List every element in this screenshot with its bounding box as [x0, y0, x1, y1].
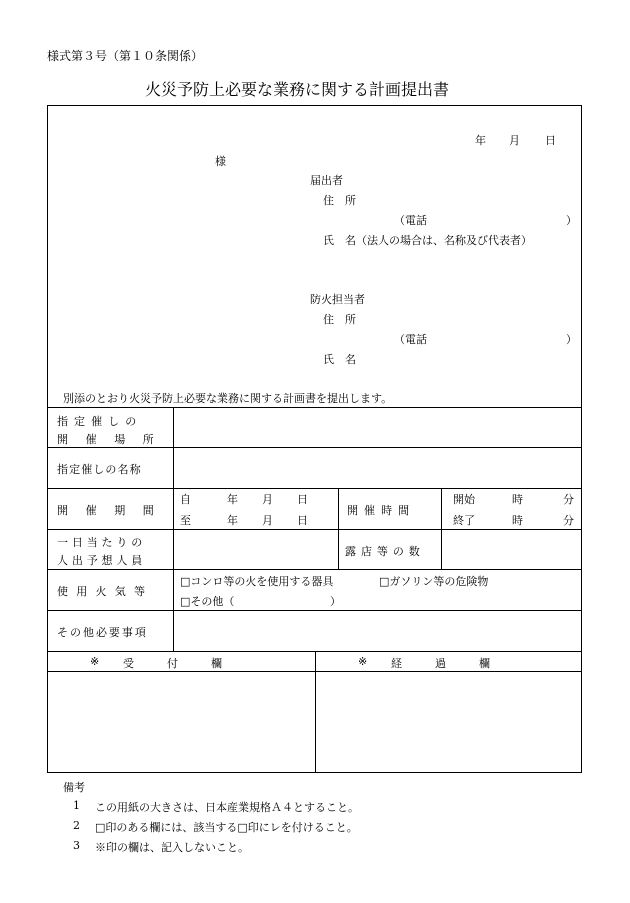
bottom-column-divider	[315, 651, 316, 773]
addressee-honorific: 様	[215, 155, 226, 168]
time-end-label: 終了	[453, 514, 475, 527]
form-title: 火災予防上必要な業務に関する計画提出書	[145, 80, 450, 99]
period-from-day: 日	[297, 493, 308, 506]
applicant-phone-label: （電話	[394, 214, 427, 227]
column-divider	[338, 488, 339, 569]
note-number: 3	[73, 839, 80, 852]
period-to-label: 至	[180, 514, 191, 527]
note-number: 1	[73, 799, 80, 812]
event-name-label: 指定催しの名称	[57, 463, 142, 476]
row-divider	[47, 569, 582, 570]
row-divider	[47, 488, 582, 489]
fire-option-stove[interactable]: □コンロ等の火を使用する器具	[180, 575, 334, 588]
fire-option-other[interactable]: □その他（	[180, 595, 235, 608]
notes-heading: 備考	[63, 781, 85, 794]
note-number: 2	[73, 819, 80, 832]
period-to-month: 月	[262, 514, 273, 527]
note-text: □印のある欄には、該当する□印にレを付けること。	[95, 821, 358, 834]
date-day-label: 日	[545, 134, 556, 147]
row-divider	[47, 447, 582, 448]
period-from-year: 年	[227, 493, 238, 506]
period-label: 開催期間	[57, 504, 172, 517]
note-text: この用紙の大きさは、日本産業規格Ａ４とすること。	[95, 801, 359, 814]
date-year-label: 年	[475, 134, 486, 147]
time-end-minute: 分	[563, 514, 574, 527]
time-label: 開催時間	[347, 504, 416, 517]
fire-use-label: 使用火気等	[57, 585, 154, 598]
fire-manager-name-label: 氏 名	[323, 353, 356, 366]
row-divider	[47, 529, 582, 530]
other-label: その他必要事項	[57, 626, 148, 639]
column-divider	[441, 488, 442, 569]
applicant-name-label: 氏 名（法人の場合は、名称及び代表者）	[323, 234, 532, 247]
stalls-label: 露店等の数	[345, 545, 425, 558]
fire-option-gasoline[interactable]: □ガソリン等の危険物	[379, 575, 489, 588]
attendance-label-line1: 一日当たりの	[57, 536, 147, 549]
period-from-month: 月	[262, 493, 273, 506]
applicant-phone-close: ）	[566, 214, 577, 227]
submission-statement: 別添のとおり火災予防上必要な業務に関する計画書を提出します。	[63, 392, 393, 405]
reception-header: 受 付 欄	[123, 657, 222, 670]
time-start-label: 開始	[453, 493, 475, 506]
applicant-address-label: 住 所	[323, 194, 356, 207]
fire-manager-phone-label: （電話	[394, 333, 427, 346]
row-divider	[47, 610, 582, 611]
time-start-hour: 時	[512, 493, 523, 506]
time-start-minute: 分	[563, 493, 574, 506]
date-month-label: 月	[509, 134, 520, 147]
attendance-label-line2: 人出予想人員	[57, 554, 147, 567]
period-to-day: 日	[297, 514, 308, 527]
fire-manager-phone-close: ）	[566, 333, 577, 346]
row-divider	[47, 407, 582, 408]
progress-mark: ※	[358, 655, 368, 668]
progress-header: 経 過 欄	[391, 657, 490, 670]
fire-manager-address-label: 住 所	[323, 313, 356, 326]
fire-option-other-close: ）	[330, 595, 341, 608]
note-text: ※印の欄は、記入しないこと。	[95, 841, 249, 854]
period-from-label: 自	[180, 493, 191, 506]
fire-manager-heading: 防火担当者	[310, 293, 365, 306]
venue-label-line2: 開催場所	[57, 433, 172, 446]
form-number: 様式第３号（第１０条関係）	[47, 49, 204, 63]
venue-label-line1: 指定催しの	[57, 415, 143, 428]
period-to-year: 年	[227, 514, 238, 527]
reception-mark: ※	[90, 655, 100, 668]
time-end-hour: 時	[512, 514, 523, 527]
label-column-divider	[173, 407, 174, 651]
applicant-heading: 届出者	[310, 174, 343, 187]
